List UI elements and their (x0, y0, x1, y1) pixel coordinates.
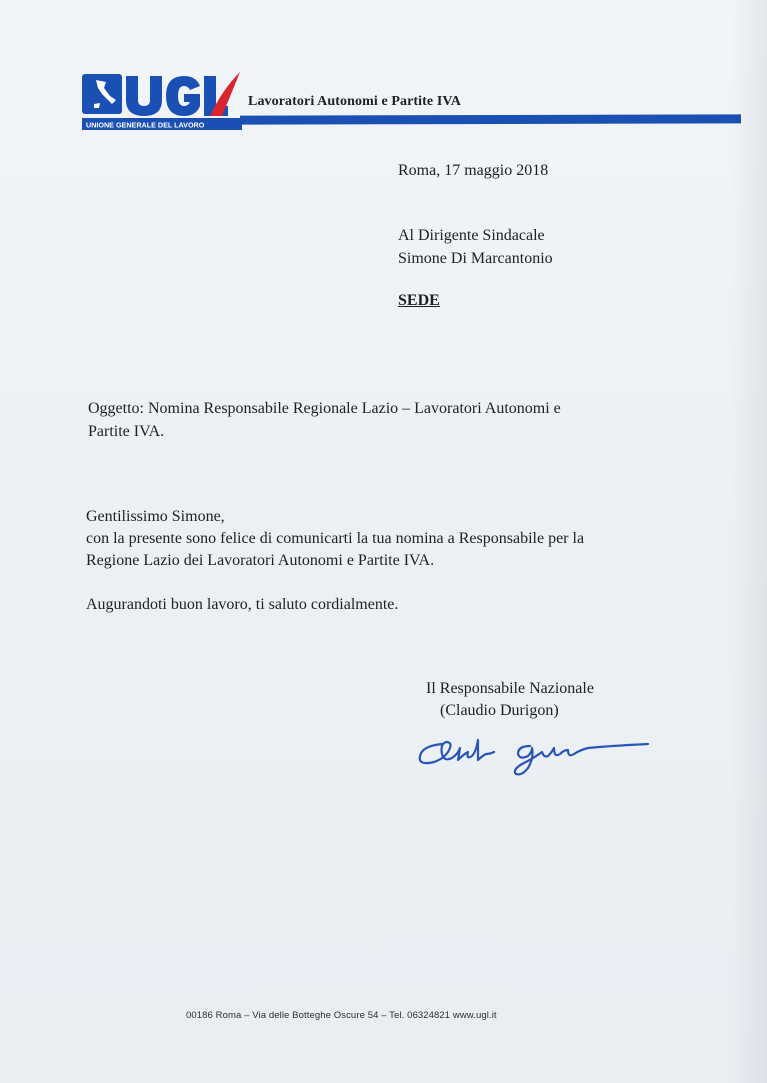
handwritten-signature (412, 724, 662, 784)
recipient-title: Al Dirigente Sindacale (398, 227, 545, 244)
recipient-location: SEDE (398, 292, 440, 309)
body-line-1: con la presente sono felice di comunicarti la tua nomina a Responsabile per la (86, 530, 585, 547)
recipient-name: Simone Di Marcantonio (398, 250, 553, 267)
closing-line: Augurandoti buon lavoro, ti saluto cordialmente. (86, 596, 399, 613)
header-rule (240, 114, 741, 124)
signer-title: Il Responsabile Nazionale (426, 680, 594, 697)
subject-line-2: Partite IVA. (88, 423, 165, 440)
ugl-logo (82, 70, 242, 132)
letter-date: Roma, 17 maggio 2018 (398, 162, 549, 179)
subject-line-1: Oggetto: Nomina Responsabile Regionale Lazio – Lavoratori Autonomi e (88, 400, 561, 417)
department-header: Lavoratori Autonomi e Partite IVA (248, 94, 462, 109)
body-line-2: Regione Lazio dei Lavoratori Autonomi e Partite IVA. (86, 552, 435, 569)
logo-subtitle: UNIONE GENERALE DEL LAVORO (86, 120, 205, 130)
salutation: Gentilissimo Simone, (86, 508, 225, 525)
page-shadow (731, 0, 767, 1083)
footer-address: 00186 Roma – Via delle Botteghe Oscure 54 – Tel. 06324821 www.ugl.it (186, 1010, 497, 1021)
signer-name: (Claudio Durigon) (440, 702, 559, 719)
